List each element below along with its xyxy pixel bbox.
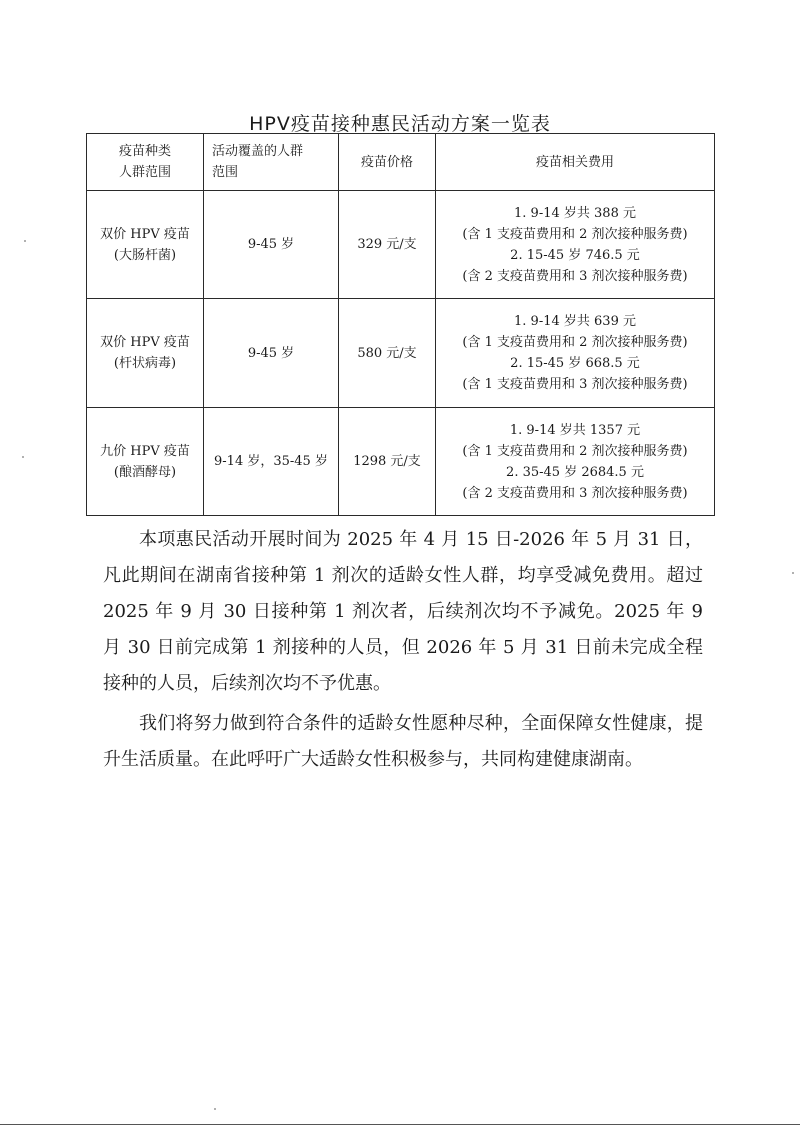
fee-line: (含 1 支疫苗费用和 2 剂次接种服务费) [462,335,688,350]
header-category-line: 人群范围 [118,165,171,180]
scan-speck [24,240,26,242]
price-cell: 580 元/支 [339,299,436,408]
scan-speck [214,1108,216,1110]
header-coverage-line: 范围 [212,165,239,180]
coverage-cell: 9-45 岁 [204,299,339,408]
fee-line: (含 1 支疫苗费用和 2 剂次接种服务费) [462,443,688,459]
header-category-line: 疫苗种类 [118,144,171,159]
vaccine-cell [87,408,204,516]
fee-line: (含 1 支疫苗费用和 3 剂次接种服务费) [462,377,688,392]
coverage-cell: 9-14 岁，35-45 岁 [204,408,339,516]
table-header-row [87,134,715,191]
scan-edge-line [0,1124,800,1125]
table-row [87,408,715,516]
header-coverage-line: 活动覆盖的人群 [212,144,304,159]
vaccine-name: 双价 HPV 疫苗 [100,335,190,350]
vaccine-cell [87,191,204,299]
fees-cell [436,191,715,299]
fee-line: (含 2 支疫苗费用和 3 剂次接种服务费) [462,268,688,284]
fee-line: 2. 15-45 岁 746.5 元 [510,247,640,263]
scan-speck [792,572,794,574]
vaccine-type: (大肠杆菌) [113,247,177,263]
activity-period-paragraph: 本项惠民活动开展时间为 2025 年 4 月 15 日-2026 年 5 月 31 日，凡此期间在湖南省接种第 1 剂次的适龄女性人群，均享受减免费用。超过 2025 年 9 月 30 日接种第 1 剂次者，后续剂次均不予减免。2025 年 9 月 30 日前完成第 1 剂接种的人员，但 2026 年 5 月 31 日前未完成全程接种的人员，后续剂次均不予优惠。 [103,529,703,694]
price-cell: 1298 元/支 [339,408,436,516]
fee-line: 2. 35-45 岁 2684.5 元 [506,464,644,480]
coverage-cell: 9-45 岁 [204,191,339,299]
table-row [87,191,715,299]
vaccine-name: 双价 HPV 疫苗 [100,226,190,242]
vaccine-cell [87,299,204,408]
closing-paragraph: 我们将努力做到符合条件的适龄女性愿种尽种，全面保障女性健康，提升生活质量。在此呼吁广大适龄女性积极参与，共同构建健康湖南。 [103,713,703,770]
table-row [87,299,715,408]
fee-line: 2. 15-45 岁 668.5 元 [510,356,640,371]
price-cell: 329 元/支 [339,191,436,299]
fee-line: 1. 9-14 岁共 388 元 [514,205,636,221]
fee-line: (含 1 支疫苗费用和 2 剂次接种服务费) [462,226,688,242]
header-fees: 疫苗相关费用 [436,134,715,191]
document-title: HPV疫苗接种惠民活动方案一览表 [249,113,551,135]
fees-cell [436,299,715,408]
fee-line: (含 2 支疫苗费用和 3 剂次接种服务费) [462,485,688,501]
vaccine-plan-table [86,133,715,516]
scan-speck [22,456,24,458]
fee-line: 1. 9-14 岁共 1357 元 [509,422,641,438]
vaccine-type: (酿酒酵母) [113,464,177,480]
vaccine-name: 九价 HPV 疫苗 [100,443,190,459]
fees-cell [436,408,715,516]
fee-line: 1. 9-14 岁共 639 元 [514,314,636,329]
header-coverage [204,134,339,191]
vaccine-type: (杆状病毒) [113,356,177,371]
header-category [87,134,204,191]
header-price: 疫苗价格 [339,134,436,191]
